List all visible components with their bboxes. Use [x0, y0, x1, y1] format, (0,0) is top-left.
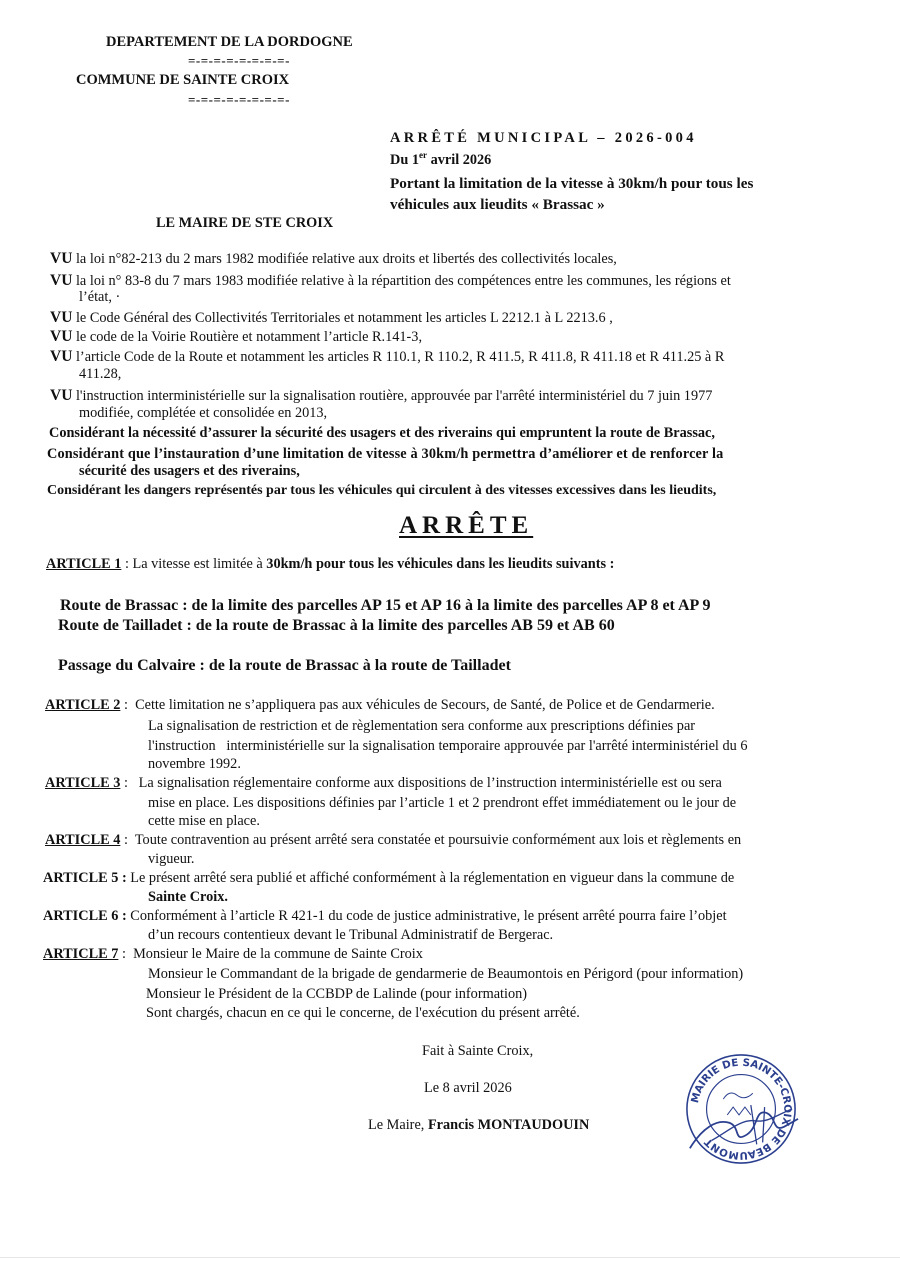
article-4-line: vigueur. — [148, 851, 195, 867]
visa-line-cont: modifiée, complétée et consolidée en 2013, — [79, 405, 328, 421]
visa-line-cont: l’état, · — [79, 289, 121, 305]
article-1: ARTICLE 1 : La vitesse est limitée à 30km/h pour tous les véhicules dans les lieudits suivants : — [46, 556, 615, 572]
signature-date: Le 8 avril 2026 — [424, 1080, 512, 1096]
zone-line: Route de Tailladet : de la route de Brassac à la limite des parcelles AB 59 et AB 60 — [58, 617, 615, 634]
mayor-title: LE MAIRE DE STE CROIX — [156, 215, 334, 231]
signature-place: Fait à Sainte Croix, — [422, 1043, 534, 1059]
signature-mayor: Le Maire, Francis MONTAUDOUIN — [368, 1117, 590, 1133]
svg-text:MAIRIE DE SAINTE-CROIX DE BEAU: MAIRIE DE SAINTE-CROIX DE BEAUMONT — [689, 1056, 794, 1162]
article-5-line: Sainte Croix. — [148, 889, 228, 905]
article-6-line: d’un recours contentieux devant le Tribunal Administratif de Bergerac. — [148, 927, 554, 943]
zone-line: Route de Brassac : de la limite des parcelles AP 15 et AP 16 à la limite des parcelles AP 8 et AP 9 — [60, 597, 711, 614]
department-title: DEPARTEMENT DE LA DORDOGNE — [106, 34, 353, 50]
commune-title: COMMUNE DE SAINTE CROIX — [76, 72, 290, 88]
article-7-line: Monsieur le Commandant de la brigade de gendarmerie de Beaumontois en Périgord (pour information) — [148, 966, 744, 982]
arrete-number: ARRÊTÉ MUNICIPAL – 2026-004 — [390, 130, 697, 146]
article-2-line: novembre 1992. — [148, 756, 241, 772]
article-4: ARTICLE 4 : Toute contravention au présent arrêté sera constatée et poursuivie conformément aux lois et règlements en — [45, 832, 742, 848]
article-3-line: cette mise en place. — [148, 813, 260, 829]
article-2-line: La signalisation de restriction et de règlementation sera conforme aux prescriptions définies par — [148, 718, 696, 734]
visa-line: VU le Code Général des Collectivités Territoriales et notamment les articles L 2212.1 à L 2213.6 , — [50, 309, 613, 326]
visa-line-cont: 411.28, — [79, 366, 122, 382]
zone-line: Passage du Calvaire : de la route de Brassac à la route de Tailladet — [58, 657, 511, 674]
considerant-line: Considérant que l’instauration d’une limitation de vitesse à 30km/h permettra d’améliorer et de renforcer la — [47, 446, 724, 462]
considerant-line: Considérant les dangers représentés par tous les véhicules qui circulent à des vitesses excessives dans les lieudits, — [47, 483, 717, 498]
separator-line: =-=-=-=-=-=-=-=- — [188, 53, 290, 68]
article-2: ARTICLE 2 : Cette limitation ne s’appliquera pas aux véhicules de Secours, de Santé, de Police et de Gendarmerie. — [45, 697, 715, 713]
article-3-line: mise en place. Les dispositions définies par l’article 1 et 2 prendront effet immédiatement ou le jour de — [148, 795, 737, 811]
article-5: ARTICLE 5 : Le présent arrêté sera publié et affiché conformément à la réglementation en vigueur dans la commune de — [43, 870, 735, 886]
article-7-line: Sont chargés, chacun en ce qui le concerne, de l'exécution du présent arrêté. — [146, 1005, 580, 1021]
visa-line: VU l’article Code de la Route et notamment les articles R 110.1, R 110.2, R 411.5, R 411.8, R 411.18 et R 411.25 à R — [50, 348, 725, 365]
article-2-line: l'instruction interministérielle sur la signalisation temporaire approuvée par l'arrêté interministériel du 6 — [148, 738, 748, 754]
scan-edge — [0, 1257, 900, 1258]
article-3: ARTICLE 3 : La signalisation réglementaire conforme aux dispositions de l’instruction interministérielle est ou sera — [45, 775, 722, 791]
article-7: ARTICLE 7 : Monsieur le Maire de la commune de Sainte Croix — [43, 946, 423, 962]
arrete-date: Du 1er avril 2026 — [390, 150, 492, 168]
visa-line: VU le code de la Voirie Routière et notamment l’article R.141-3, — [50, 328, 423, 345]
mairie-stamp-icon — [682, 1050, 800, 1168]
article-7-line: Monsieur le Président de la CCBDP de Lalinde (pour information) — [146, 986, 528, 1002]
arrete-subject-line: véhicules aux lieudits « Brassac » — [390, 196, 605, 213]
considerant-line: Considérant la nécessité d’assurer la sécurité des usagers et des riverains qui empruntent la route de Brassac, — [49, 425, 715, 441]
visa-line: VU l'instruction interministérielle sur la signalisation routière, approuvée par l'arrêté interministériel du 7 juin 1977 — [50, 387, 713, 404]
visa-line: VU la loi n° 83-8 du 7 mars 1983 modifiée relative à la répartition des compétences entre les communes, les régions et — [50, 272, 731, 289]
considerant-line-cont: sécurité des usagers et des riverains, — [79, 463, 300, 479]
arrete-heading: ARRÊTE — [399, 512, 534, 539]
article-6: ARTICLE 6 : Conformément à l’article R 421-1 du code de justice administrative, le présent arrêté pourra faire l’objet — [43, 908, 727, 924]
arrete-subject-line: Portant la limitation de la vitesse à 30km/h pour tous les — [390, 175, 754, 192]
visa-line: VU la loi n°82-213 du 2 mars 1982 modifiée relative aux droits et libertés des collectivités locales, — [50, 250, 617, 267]
separator-line: =-=-=-=-=-=-=-=- — [188, 92, 290, 107]
